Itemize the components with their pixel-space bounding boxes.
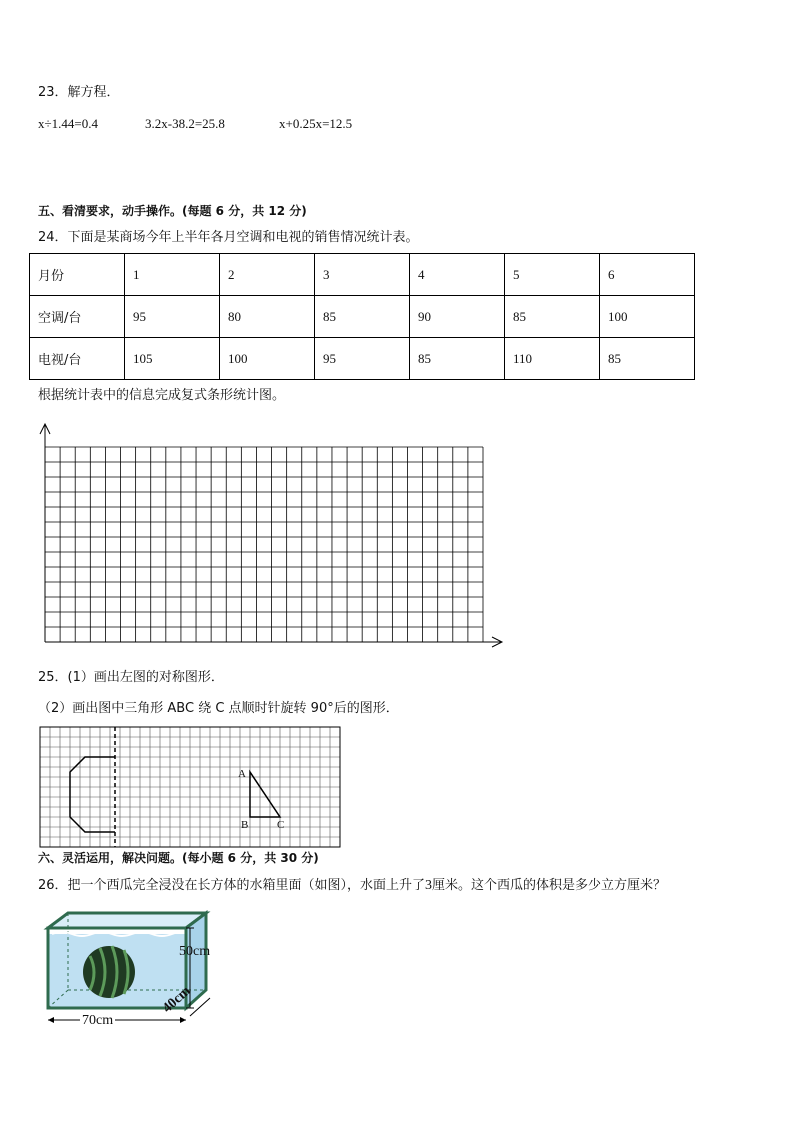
table-cell: 80: [220, 296, 315, 338]
q25-part2: （2）画出图中三角形 ABC 绕 C 点顺时针旋转 90°后的图形．: [38, 701, 399, 716]
table-cell: 2: [220, 254, 315, 296]
q25-part1: 25．(1）画出左图的对称图形．: [38, 670, 224, 685]
vertex-c-label: C: [277, 819, 285, 831]
table-cell: 100: [220, 338, 315, 380]
half-figure: [70, 757, 115, 832]
fish-tank-illustration: [38, 908, 238, 1038]
table-cell: 空调/台: [30, 296, 125, 338]
table-cell: 85: [600, 338, 695, 380]
q24-title: 24．下面是某商场今年上半年各月空调和电视的销售情况统计表。: [38, 230, 419, 245]
table-cell: 4: [410, 254, 505, 296]
section-6-heading: 六、灵活运用，解决问题。(每小题 6 分，共 30 分): [38, 851, 319, 865]
table-cell: 90: [410, 296, 505, 338]
section-5-heading: 五、看清要求，动手操作。(每题 6 分，共 12 分): [38, 204, 307, 218]
triangle-abc: [250, 772, 280, 817]
table-cell: 100: [600, 296, 695, 338]
table-cell: 1: [125, 254, 220, 296]
table-cell: 95: [125, 296, 220, 338]
vertex-a-label: A: [238, 768, 246, 780]
table-cell: 85: [410, 338, 505, 380]
table-cell: 5: [505, 254, 600, 296]
table-cell: 95: [315, 338, 410, 380]
q26-rise-value: 3: [425, 878, 433, 893]
tank-width-label: 40cm: [160, 983, 194, 1017]
tank-length-label: 70cm: [82, 1013, 114, 1028]
q26-text-after: 厘米。这个西瓜的体积是多少立方厘米？: [432, 878, 667, 893]
q26-text-before: 26．把一个西瓜完全浸没在长方体的水箱里面（如图），水面上升了: [38, 878, 426, 893]
q24-instruction: 根据统计表中的信息完成复式条形统计图。: [38, 388, 286, 403]
table-cell: 月份: [30, 254, 125, 296]
equation-3: x+0.25x=12.5: [279, 116, 353, 131]
table-cell: 3: [315, 254, 410, 296]
tank-height-label: 50cm: [179, 944, 211, 959]
equation-2: 3.2x-38.2=25.8: [145, 116, 225, 131]
table-cell: 85: [505, 296, 600, 338]
table-cell: 105: [125, 338, 220, 380]
table-cell: 110: [505, 338, 600, 380]
vertex-b-label: B: [241, 819, 249, 831]
q23-title: 23．解方程．: [38, 85, 120, 100]
table-cell: 电视/台: [30, 338, 125, 380]
table-cell: 85: [315, 296, 410, 338]
equation-1: x÷1.44=0.4: [38, 116, 98, 131]
watermelon-icon: [83, 946, 135, 998]
q26-text: [38, 878, 666, 894]
table-cell: 6: [600, 254, 695, 296]
